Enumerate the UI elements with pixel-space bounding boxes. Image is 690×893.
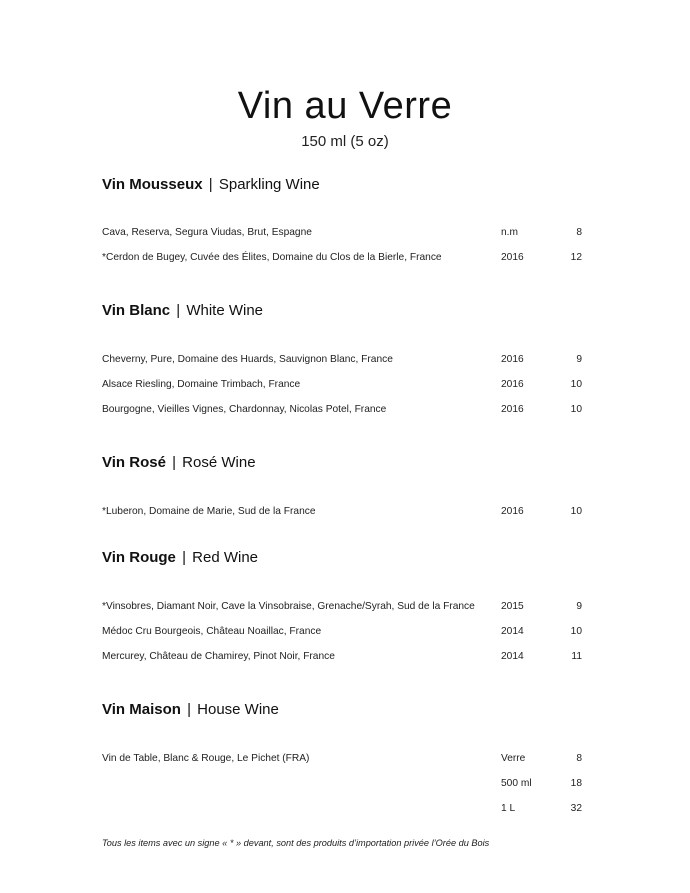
wine-row [102,504,582,520]
wine-price: 10 [570,379,582,390]
footnote: Tous les items avec un signe « * » devant, sont des produits d’importation privée l’Orée du Bois [102,838,490,848]
wine-row [102,225,582,241]
wine-row [102,801,582,817]
wine-name: Médoc Cru Bourgeois, Château Noaillac, France [102,626,322,637]
wine-name: Cava, Reserva, Segura Viudas, Brut, Espagne [102,227,312,238]
wine-name: *Vinsobres, Diamant Noir, Cave la Vinsobraise, Grenache/Syrah, Sud de la France [102,601,475,612]
wine-row [102,402,582,418]
section-title-red [102,548,258,568]
section-title-en: House Wine [197,701,279,718]
wine-name: *Cerdon de Bugey, Cuvée des Élites, Domaine du Clos de la Bierle, France [102,252,442,263]
wine-row [102,776,582,792]
page-subtitle: 150 ml (5 oz) [301,133,389,150]
wine-price: 9 [576,601,582,612]
wine-row [102,352,582,368]
wine-row [102,751,582,767]
wine-year: 2014 [501,651,524,662]
wine-year: 2016 [501,404,524,415]
wine-size: 500 ml [501,778,532,789]
wine-year: 2014 [501,626,524,637]
section-title-separator: | [172,454,176,471]
section-title-fr: Vin Rosé [102,454,166,471]
wine-year: 2016 [501,252,524,263]
section-title-fr: Vin Blanc [102,302,171,319]
section-title-separator: | [187,701,191,718]
section-title-en: White Wine [186,302,264,319]
section-title-fr: Vin Rouge [102,549,176,566]
wine-price: 8 [576,227,582,238]
wine-size: 1 L [501,803,516,814]
wine-name: Mercurey, Château de Chamirey, Pinot Noir, France [102,651,335,662]
wine-price: 8 [576,753,582,764]
wine-price: 9 [576,354,582,365]
wine-price: 10 [570,404,582,415]
wine-price: 10 [570,626,582,637]
wine-name: Vin de Table, Blanc & Rouge, Le Pichet (FRA) [102,753,310,764]
wine-row [102,599,582,615]
wine-year: 2016 [501,354,524,365]
section-title-en: Rosé Wine [182,454,256,471]
wine-year: 2016 [501,379,524,390]
section-title-separator: | [182,549,186,566]
wine-price: 18 [570,778,582,789]
wine-year: 2015 [501,601,524,612]
section-title-en: Red Wine [192,549,259,566]
wine-name: Bourgogne, Vieilles Vignes, Chardonnay, Nicolas Potel, France [102,404,387,415]
wine-price: 10 [570,506,582,517]
page-title: Vin au Verre [237,85,453,127]
section-title-separator: | [208,176,213,193]
section-title-white [102,301,263,321]
section-title-separator: | [176,302,181,319]
wine-name: Alsace Riesling, Domaine Trimbach, France [102,379,301,390]
wine-row [102,377,582,393]
section-title-en: Sparkling Wine [218,176,320,193]
wine-row [102,649,582,665]
wine-row [102,250,582,266]
wine-price: 11 [571,651,582,662]
wine-price: 12 [570,252,582,263]
wine-price: 32 [570,803,582,814]
section-title-fr: Vin Mousseux [102,176,203,193]
section-title-sparkling [102,175,320,195]
section-title-fr: Vin Maison [102,701,181,718]
section-title-house [102,700,279,720]
wine-row [102,624,582,640]
wine-year: 2016 [501,506,524,517]
section-title-rose [102,453,256,473]
wine-name: *Luberon, Domaine de Marie, Sud de la France [102,506,316,517]
wine-size: Verre [501,753,526,764]
wine-name: Cheverny, Pure, Domaine des Huards, Sauvignon Blanc, France [102,354,393,365]
wine-year: n.m [501,227,518,238]
